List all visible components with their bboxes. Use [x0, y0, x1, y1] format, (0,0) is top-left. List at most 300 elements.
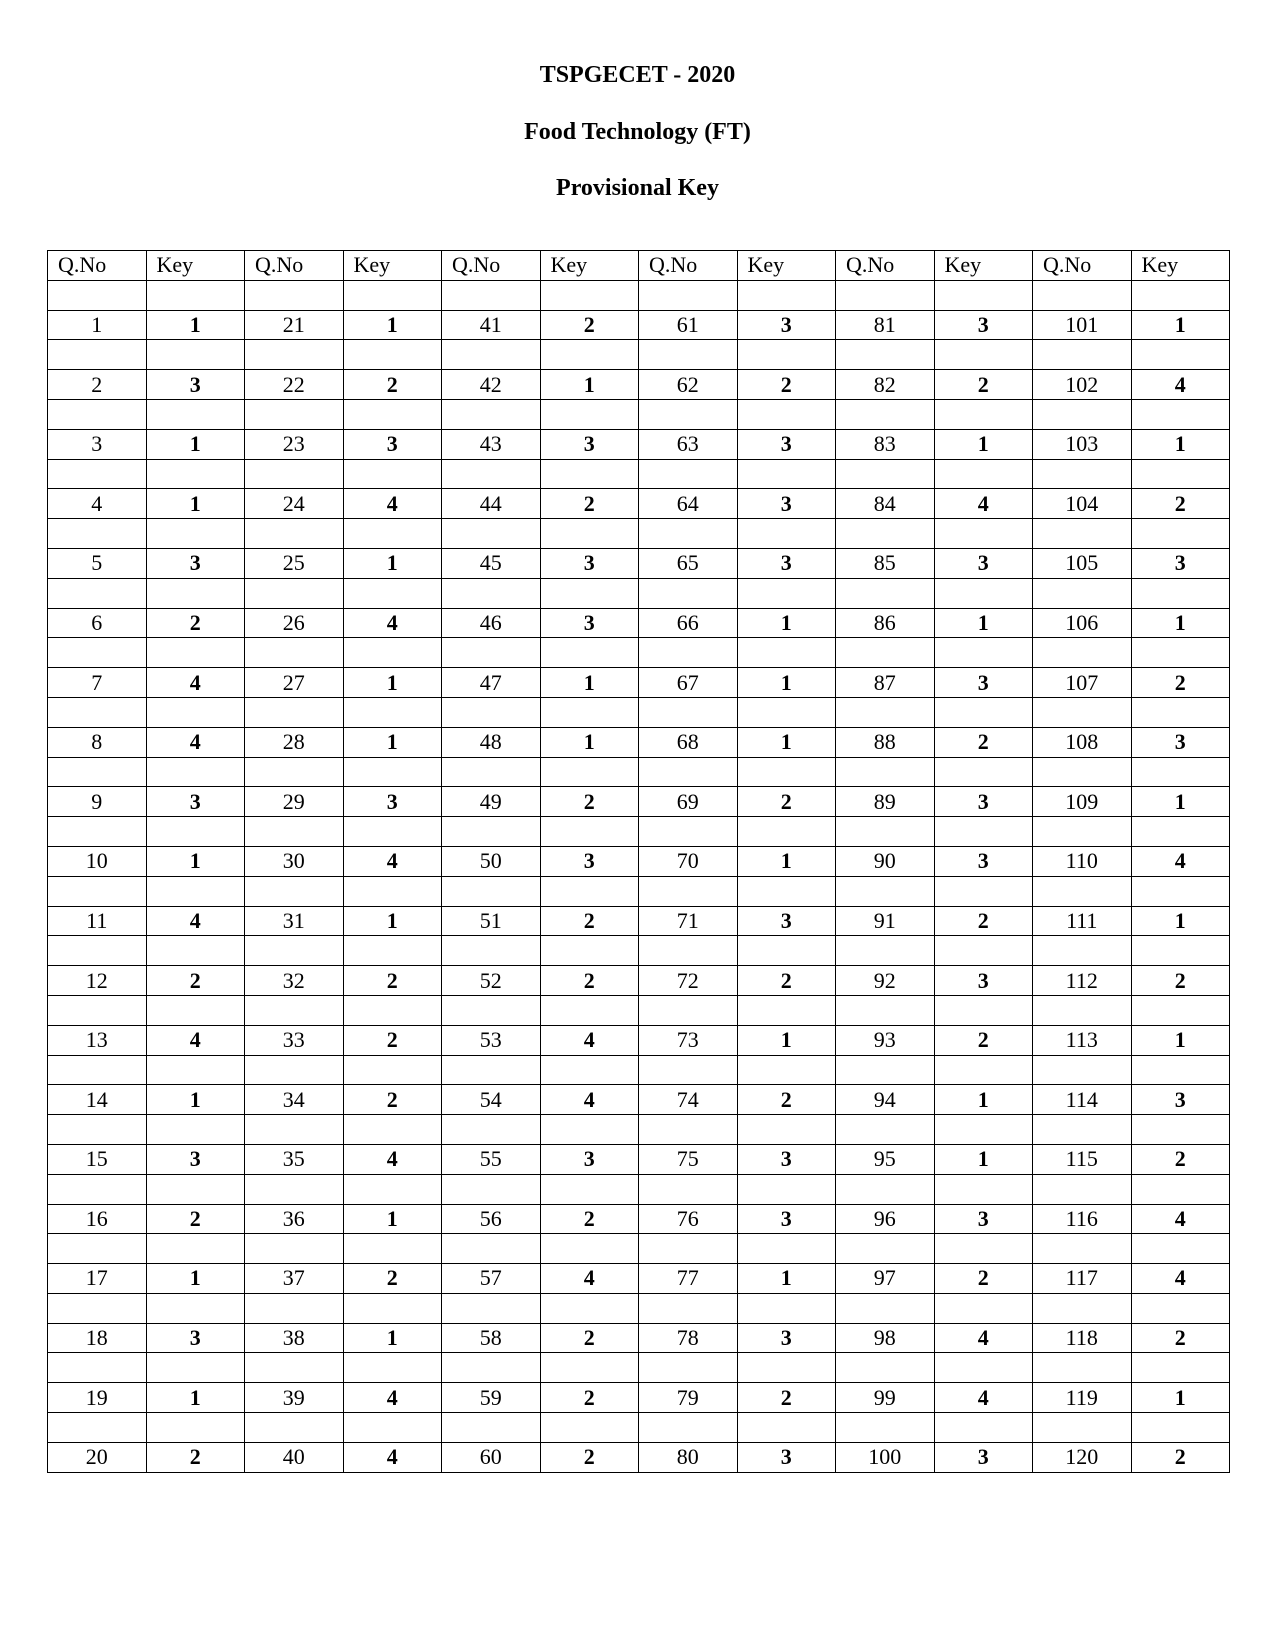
empty-cell	[245, 1055, 344, 1085]
empty-cell	[146, 340, 245, 370]
empty-cell	[245, 578, 344, 608]
empty-cell	[540, 399, 639, 429]
empty-cell	[1033, 1115, 1132, 1145]
question-number: 91	[836, 906, 935, 936]
empty-cell	[1033, 817, 1132, 847]
question-number: 4	[48, 489, 147, 519]
empty-cell	[146, 280, 245, 310]
empty-cell	[343, 876, 442, 906]
answer-key: 1	[343, 668, 442, 698]
question-number: 104	[1033, 489, 1132, 519]
key-header: Key	[934, 251, 1033, 281]
question-number: 18	[48, 1323, 147, 1353]
question-number: 78	[639, 1323, 738, 1353]
table-row	[48, 846, 1230, 876]
question-number: 65	[639, 548, 738, 578]
empty-cell	[442, 638, 541, 668]
answer-key: 2	[540, 310, 639, 340]
empty-cell	[343, 1293, 442, 1323]
empty-cell	[737, 1293, 836, 1323]
empty-cell	[540, 757, 639, 787]
question-number: 93	[836, 1025, 935, 1055]
empty-cell	[48, 399, 147, 429]
empty-cell	[48, 459, 147, 489]
empty-cell	[1131, 1174, 1230, 1204]
answer-key: 4	[540, 1085, 639, 1115]
answer-key: 1	[343, 1204, 442, 1234]
question-number: 46	[442, 608, 541, 638]
empty-cell	[639, 817, 738, 847]
empty-cell	[934, 1115, 1033, 1145]
question-number: 70	[639, 846, 738, 876]
empty-cell	[1131, 280, 1230, 310]
spacer-row	[48, 638, 1230, 668]
answer-key: 2	[737, 966, 836, 996]
empty-cell	[48, 757, 147, 787]
answer-key: 1	[737, 727, 836, 757]
empty-cell	[245, 1293, 344, 1323]
empty-cell	[343, 817, 442, 847]
empty-cell	[1131, 876, 1230, 906]
empty-cell	[48, 697, 147, 727]
answer-key: 2	[540, 489, 639, 519]
empty-cell	[540, 1115, 639, 1145]
empty-cell	[737, 876, 836, 906]
empty-cell	[343, 1413, 442, 1443]
empty-cell	[442, 817, 541, 847]
empty-cell	[442, 1234, 541, 1264]
subject-title: Food Technology (FT)	[524, 119, 751, 145]
empty-cell	[1033, 340, 1132, 370]
empty-cell	[343, 459, 442, 489]
qno-header: Q.No	[442, 251, 541, 281]
empty-cell	[146, 697, 245, 727]
answer-key: 3	[540, 1144, 639, 1174]
question-number: 95	[836, 1144, 935, 1174]
empty-cell	[934, 757, 1033, 787]
table-row	[48, 1025, 1230, 1055]
empty-cell	[639, 519, 738, 549]
empty-cell	[639, 280, 738, 310]
key-header: Key	[540, 251, 639, 281]
empty-cell	[48, 995, 147, 1025]
question-number: 41	[442, 310, 541, 340]
answer-key: 2	[934, 906, 1033, 936]
answer-key: 2	[934, 1264, 1033, 1294]
question-number: 28	[245, 727, 344, 757]
empty-cell	[343, 1353, 442, 1383]
empty-cell	[1131, 1115, 1230, 1145]
empty-cell	[146, 757, 245, 787]
empty-cell	[146, 519, 245, 549]
empty-cell	[48, 1293, 147, 1323]
exam-title: TSPGECET - 2020	[539, 62, 736, 88]
answer-key: 4	[146, 668, 245, 698]
question-number: 19	[48, 1383, 147, 1413]
empty-cell	[737, 280, 836, 310]
empty-cell	[737, 340, 836, 370]
question-number: 89	[836, 787, 935, 817]
question-number: 35	[245, 1144, 344, 1174]
spacer-row	[48, 1234, 1230, 1264]
answer-key: 3	[146, 548, 245, 578]
question-number: 37	[245, 1264, 344, 1294]
empty-cell	[737, 1055, 836, 1085]
empty-cell	[146, 1234, 245, 1264]
answer-key: 4	[1131, 1264, 1230, 1294]
empty-cell	[245, 1353, 344, 1383]
empty-cell	[1131, 1055, 1230, 1085]
question-number: 97	[836, 1264, 935, 1294]
empty-cell	[1033, 399, 1132, 429]
key-header: Key	[146, 251, 245, 281]
key-header: Key	[343, 251, 442, 281]
question-number: 22	[245, 370, 344, 400]
empty-cell	[836, 995, 935, 1025]
answer-key-table	[47, 250, 1230, 1473]
question-number: 68	[639, 727, 738, 757]
answer-key: 4	[540, 1264, 639, 1294]
answer-key: 4	[146, 1025, 245, 1055]
empty-cell	[737, 1115, 836, 1145]
empty-cell	[442, 995, 541, 1025]
question-number: 82	[836, 370, 935, 400]
question-number: 118	[1033, 1323, 1132, 1353]
answer-key: 2	[343, 1025, 442, 1055]
answer-key: 1	[343, 906, 442, 936]
empty-cell	[540, 936, 639, 966]
empty-cell	[1033, 1234, 1132, 1264]
question-number: 42	[442, 370, 541, 400]
question-number: 117	[1033, 1264, 1132, 1294]
spacer-row	[48, 757, 1230, 787]
question-number: 12	[48, 966, 147, 996]
empty-cell	[836, 757, 935, 787]
question-number: 75	[639, 1144, 738, 1174]
answer-key: 2	[737, 370, 836, 400]
question-number: 102	[1033, 370, 1132, 400]
spacer-row	[48, 340, 1230, 370]
empty-cell	[146, 936, 245, 966]
question-number: 99	[836, 1383, 935, 1413]
empty-cell	[639, 578, 738, 608]
answer-key: 3	[934, 668, 1033, 698]
spacer-row	[48, 280, 1230, 310]
question-number: 3	[48, 429, 147, 459]
empty-cell	[245, 936, 344, 966]
empty-cell	[934, 1293, 1033, 1323]
answer-key: 3	[737, 1323, 836, 1353]
empty-cell	[1131, 638, 1230, 668]
question-number: 86	[836, 608, 935, 638]
empty-cell	[836, 280, 935, 310]
spacer-row	[48, 1353, 1230, 1383]
empty-cell	[146, 578, 245, 608]
answer-key: 1	[146, 1264, 245, 1294]
empty-cell	[1131, 399, 1230, 429]
empty-cell	[48, 1174, 147, 1204]
empty-cell	[836, 1174, 935, 1204]
question-number: 94	[836, 1085, 935, 1115]
empty-cell	[442, 578, 541, 608]
answer-key: 1	[1131, 310, 1230, 340]
question-number: 23	[245, 429, 344, 459]
question-number: 15	[48, 1144, 147, 1174]
spacer-row	[48, 519, 1230, 549]
answer-key: 4	[1131, 846, 1230, 876]
answer-key: 3	[737, 906, 836, 936]
empty-cell	[934, 399, 1033, 429]
empty-cell	[1131, 340, 1230, 370]
empty-cell	[245, 519, 344, 549]
answer-key: 2	[343, 370, 442, 400]
answer-key: 2	[540, 1323, 639, 1353]
answer-key: 1	[1131, 608, 1230, 638]
answer-key: 3	[540, 608, 639, 638]
answer-key: 3	[343, 429, 442, 459]
answer-key: 4	[343, 1442, 442, 1472]
answer-key: 2	[934, 370, 1033, 400]
answer-key: 2	[540, 906, 639, 936]
answer-key: 1	[934, 1085, 1033, 1115]
question-number: 57	[442, 1264, 541, 1294]
empty-cell	[737, 1413, 836, 1443]
answer-key: 3	[934, 846, 1033, 876]
question-number: 73	[639, 1025, 738, 1055]
empty-cell	[737, 638, 836, 668]
answer-key: 2	[540, 1383, 639, 1413]
answer-key: 1	[1131, 1383, 1230, 1413]
question-number: 71	[639, 906, 738, 936]
answer-key: 2	[540, 787, 639, 817]
empty-cell	[934, 1055, 1033, 1085]
qno-header: Q.No	[245, 251, 344, 281]
question-number: 103	[1033, 429, 1132, 459]
empty-cell	[1131, 817, 1230, 847]
key-title: Provisional Key	[556, 175, 719, 201]
empty-cell	[245, 757, 344, 787]
empty-cell	[737, 817, 836, 847]
empty-cell	[540, 1353, 639, 1383]
empty-cell	[343, 638, 442, 668]
empty-cell	[245, 995, 344, 1025]
answer-key: 3	[737, 489, 836, 519]
empty-cell	[48, 519, 147, 549]
empty-cell	[540, 697, 639, 727]
answer-key: 3	[1131, 1085, 1230, 1115]
question-number: 114	[1033, 1085, 1132, 1115]
empty-cell	[836, 1413, 935, 1443]
question-number: 61	[639, 310, 738, 340]
empty-cell	[639, 1055, 738, 1085]
empty-cell	[442, 459, 541, 489]
empty-cell	[934, 1413, 1033, 1443]
question-number: 6	[48, 608, 147, 638]
empty-cell	[442, 936, 541, 966]
question-number: 51	[442, 906, 541, 936]
question-number: 32	[245, 966, 344, 996]
empty-cell	[540, 1055, 639, 1085]
question-number: 8	[48, 727, 147, 757]
empty-cell	[343, 1174, 442, 1204]
question-number: 84	[836, 489, 935, 519]
question-number: 43	[442, 429, 541, 459]
empty-cell	[1033, 995, 1132, 1025]
empty-cell	[245, 638, 344, 668]
empty-cell	[442, 697, 541, 727]
empty-cell	[540, 638, 639, 668]
question-number: 101	[1033, 310, 1132, 340]
question-number: 74	[639, 1085, 738, 1115]
answer-key: 1	[343, 310, 442, 340]
answer-key: 1	[343, 1323, 442, 1353]
empty-cell	[1131, 578, 1230, 608]
spacer-row	[48, 817, 1230, 847]
answer-key: 1	[540, 727, 639, 757]
question-number: 54	[442, 1085, 541, 1115]
table-row	[48, 966, 1230, 996]
answer-key: 2	[934, 1025, 1033, 1055]
spacer-row	[48, 936, 1230, 966]
answer-key: 1	[1131, 787, 1230, 817]
answer-key: 3	[737, 548, 836, 578]
question-number: 45	[442, 548, 541, 578]
answer-key: 4	[934, 1323, 1033, 1353]
spacer-row	[48, 1055, 1230, 1085]
empty-cell	[245, 1174, 344, 1204]
question-number: 31	[245, 906, 344, 936]
empty-cell	[48, 578, 147, 608]
question-number: 76	[639, 1204, 738, 1234]
table-row	[48, 787, 1230, 817]
empty-cell	[639, 340, 738, 370]
answer-key: 1	[343, 548, 442, 578]
question-number: 116	[1033, 1204, 1132, 1234]
answer-key: 1	[934, 429, 1033, 459]
empty-cell	[1131, 1234, 1230, 1264]
empty-cell	[146, 1293, 245, 1323]
answer-key: 3	[540, 846, 639, 876]
answer-key: 2	[737, 787, 836, 817]
answer-key: 1	[1131, 429, 1230, 459]
answer-key: 3	[146, 1323, 245, 1353]
empty-cell	[934, 817, 1033, 847]
empty-cell	[836, 638, 935, 668]
question-number: 98	[836, 1323, 935, 1353]
question-number: 108	[1033, 727, 1132, 757]
empty-cell	[934, 936, 1033, 966]
empty-cell	[1033, 1174, 1132, 1204]
spacer-row	[48, 995, 1230, 1025]
empty-cell	[48, 1055, 147, 1085]
question-number: 100	[836, 1442, 935, 1472]
empty-cell	[934, 876, 1033, 906]
question-number: 119	[1033, 1383, 1132, 1413]
answer-key: 1	[737, 668, 836, 698]
question-number: 120	[1033, 1442, 1132, 1472]
answer-key: 1	[540, 370, 639, 400]
answer-key: 2	[146, 966, 245, 996]
empty-cell	[245, 697, 344, 727]
table-row	[48, 1144, 1230, 1174]
answer-key: 2	[1131, 1442, 1230, 1472]
empty-cell	[442, 1174, 541, 1204]
empty-cell	[737, 697, 836, 727]
spacer-row	[48, 697, 1230, 727]
spacer-row	[48, 459, 1230, 489]
empty-cell	[934, 519, 1033, 549]
answer-key: 3	[934, 1204, 1033, 1234]
empty-cell	[639, 757, 738, 787]
empty-cell	[934, 578, 1033, 608]
question-number: 1	[48, 310, 147, 340]
empty-cell	[540, 876, 639, 906]
answer-key: 4	[934, 1383, 1033, 1413]
empty-cell	[442, 1353, 541, 1383]
empty-cell	[836, 1293, 935, 1323]
empty-cell	[48, 936, 147, 966]
answer-key: 1	[343, 727, 442, 757]
empty-cell	[1131, 1293, 1230, 1323]
empty-cell	[639, 1353, 738, 1383]
question-number: 85	[836, 548, 935, 578]
question-number: 56	[442, 1204, 541, 1234]
answer-key: 4	[343, 608, 442, 638]
empty-cell	[1131, 757, 1230, 787]
table-row	[48, 310, 1230, 340]
empty-cell	[737, 1174, 836, 1204]
question-number: 109	[1033, 787, 1132, 817]
empty-cell	[1033, 1055, 1132, 1085]
answer-key: 2	[540, 1204, 639, 1234]
empty-cell	[934, 1174, 1033, 1204]
empty-cell	[737, 1353, 836, 1383]
answer-key: 2	[1131, 489, 1230, 519]
question-number: 44	[442, 489, 541, 519]
answer-key: 1	[540, 668, 639, 698]
question-number: 34	[245, 1085, 344, 1115]
qno-header: Q.No	[836, 251, 935, 281]
table-row	[48, 1323, 1230, 1353]
answer-key: 1	[737, 1025, 836, 1055]
answer-key: 3	[934, 548, 1033, 578]
empty-cell	[1033, 697, 1132, 727]
empty-cell	[836, 1353, 935, 1383]
empty-cell	[442, 340, 541, 370]
question-number: 106	[1033, 608, 1132, 638]
empty-cell	[1033, 876, 1132, 906]
empty-cell	[540, 519, 639, 549]
empty-cell	[1033, 757, 1132, 787]
empty-cell	[245, 399, 344, 429]
empty-cell	[146, 876, 245, 906]
question-number: 83	[836, 429, 935, 459]
empty-cell	[1131, 697, 1230, 727]
question-number: 39	[245, 1383, 344, 1413]
empty-cell	[836, 1115, 935, 1145]
question-number: 63	[639, 429, 738, 459]
empty-cell	[934, 340, 1033, 370]
question-number: 47	[442, 668, 541, 698]
answer-key: 4	[343, 846, 442, 876]
empty-cell	[442, 519, 541, 549]
question-number: 69	[639, 787, 738, 817]
answer-key: 3	[540, 429, 639, 459]
question-number: 48	[442, 727, 541, 757]
table-row	[48, 1085, 1230, 1115]
spacer-row	[48, 578, 1230, 608]
question-number: 13	[48, 1025, 147, 1055]
